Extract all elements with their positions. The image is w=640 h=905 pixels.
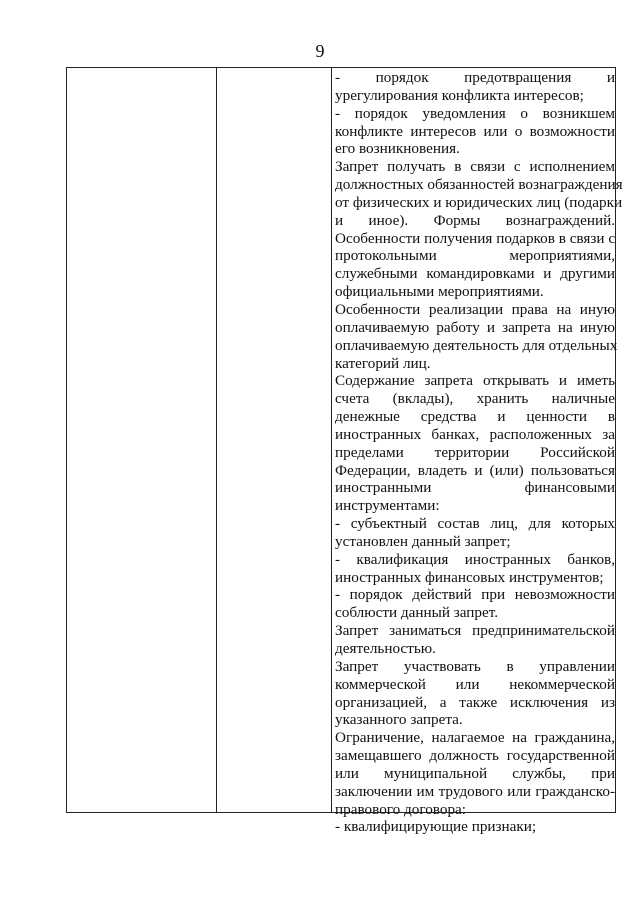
column-divider (331, 68, 332, 812)
content-table (66, 67, 623, 836)
text-line: Запрет получать в связи с исполнением (335, 158, 615, 176)
text-line: - квалифицирующие признаки; (335, 818, 537, 836)
text-line: Особенности реализации права на иную (335, 300, 615, 318)
text-line: - субъектный состав лиц, для которых (335, 515, 615, 533)
text-line: - квалификация иностранных банков, (335, 550, 615, 568)
text-line: заключении им трудового или гражданско- (335, 782, 615, 800)
text-line: Запрет заниматься предпринимательской (335, 622, 615, 640)
text-line: от физических и юридических лиц (подарки (335, 193, 623, 211)
text-line: Содержание запрета открывать и иметь (335, 372, 615, 390)
text-line: урегулирования конфликта интересов; (335, 86, 584, 104)
text-line: иностранными финансовыми (335, 479, 615, 497)
text-line: официальными мероприятиями. (335, 283, 544, 301)
text-line: должностных обязанностей вознаграждения (335, 176, 623, 194)
text-line: - порядок уведомления о возникшем (335, 104, 615, 122)
text-line: установлен данный запрет; (335, 532, 511, 550)
text-line: инструментами: (335, 497, 440, 515)
text-line: Особенности получения подарков в связи с (335, 229, 616, 247)
text-line: - порядок предотвращения и (335, 69, 615, 86)
page-number: 9 (315, 41, 325, 61)
text-line: конфликте интересов или о возможности (335, 122, 615, 140)
text-line: оплачиваемую деятельность для отдельных (335, 336, 618, 354)
text-line: денежные средства и ценности в (335, 408, 615, 426)
text-line: деятельностью. (335, 640, 436, 657)
text-line: счета (вклады), хранить наличные (335, 390, 615, 408)
text-line: его возникновения. (335, 140, 460, 158)
text-line: организацией, а также исключения из (335, 693, 615, 711)
text-line: протокольными мероприятиями, (335, 247, 615, 265)
text-line: категорий лиц. (335, 354, 431, 372)
text-line: коммерческой или некоммерческой (335, 675, 615, 693)
text-line: Запрет участвовать в управлении (335, 657, 615, 675)
text-line: замещавшего должность государственной (335, 747, 615, 765)
text-line: иностранных финансовых инструментов; (335, 568, 604, 586)
text-line: правового договора: (335, 800, 467, 818)
text-line: Ограничение, налагаемое на гражданина, (335, 729, 615, 747)
text-line: соблюсти данный запрет. (335, 604, 499, 622)
text-line: Федерации, владеть и (или) пользоваться (335, 461, 615, 479)
text-line: - порядок действий при невозможности (335, 586, 615, 604)
text-line: и иное). Формы вознаграждений. (335, 211, 615, 229)
text-line: служебными командировками и другими (335, 265, 615, 283)
text-line: указанного запрета. (335, 711, 463, 729)
table-cell-column-1 (67, 68, 215, 812)
text-line: или муниципальной службы, при (335, 764, 615, 782)
table-cell-column-3 (335, 68, 623, 836)
text-line: оплачиваемую работу и запрета на иную (335, 318, 615, 336)
table-cell-column-2 (217, 68, 330, 812)
text-line: иностранных банках, расположенных за (335, 425, 615, 443)
text-line: пределами территории Российской (335, 443, 615, 461)
